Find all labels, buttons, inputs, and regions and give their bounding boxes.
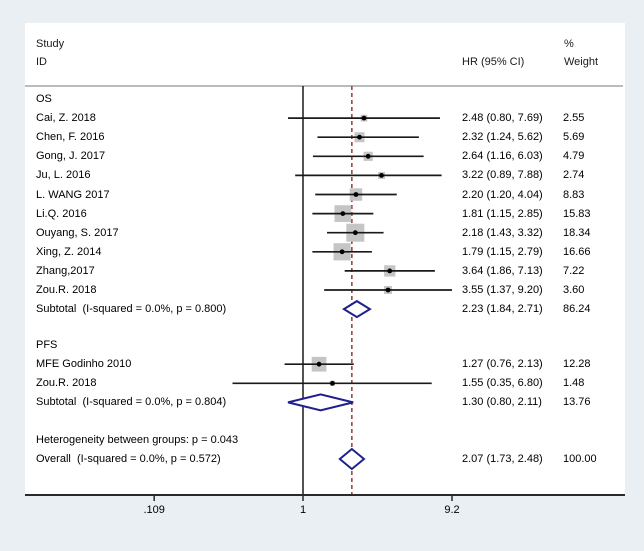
group-header: PFS bbox=[36, 339, 58, 352]
weight-value: 18.34 bbox=[563, 226, 591, 239]
hr-ci-value: 1.55 (0.35, 6.80) bbox=[462, 377, 543, 390]
group-header: OS bbox=[36, 93, 52, 105]
weight-value: 8.83 bbox=[563, 188, 585, 201]
weight-value: 16.66 bbox=[563, 245, 591, 258]
weight-value: 7.22 bbox=[563, 264, 585, 277]
study-label: Zhang,2017 bbox=[36, 264, 95, 277]
column-header-hr-ci: HR (95% CI) bbox=[462, 56, 525, 68]
heterogeneity-note: Heterogeneity between groups: p = 0.043 bbox=[36, 434, 239, 446]
study-label: Gong, J. 2017 bbox=[36, 150, 106, 163]
weight-value: 13.76 bbox=[563, 396, 591, 409]
hr-ci-value: 2.20 (1.20, 4.04) bbox=[462, 188, 543, 201]
study-label: Chen, F. 2016 bbox=[36, 131, 105, 144]
point-estimate-dot bbox=[366, 154, 371, 159]
hr-ci-value: 3.22 (0.89, 7.88) bbox=[462, 169, 543, 182]
point-estimate-dot bbox=[340, 249, 345, 254]
hr-ci-value: 1.27 (0.76, 2.13) bbox=[462, 358, 543, 371]
point-estimate-dot bbox=[340, 211, 345, 216]
hr-ci-value: 3.55 (1.37, 9.20) bbox=[462, 284, 543, 296]
column-header-weight: Weight bbox=[564, 56, 599, 68]
study-label: Zou.R. 2018 bbox=[36, 377, 97, 390]
weight-value: 100.00 bbox=[563, 453, 597, 465]
weight-value: 2.55 bbox=[563, 112, 585, 125]
hr-ci-value: 2.07 (1.73, 2.48) bbox=[462, 453, 543, 465]
point-estimate-dot bbox=[379, 173, 384, 178]
point-estimate-dot bbox=[387, 269, 392, 274]
point-estimate-dot bbox=[357, 135, 362, 140]
x-axis-tick-label: 9.2 bbox=[444, 504, 460, 516]
study-label: Zou.R. 2018 bbox=[36, 284, 97, 296]
hr-ci-value: 1.81 (1.15, 2.85) bbox=[462, 207, 543, 220]
weight-value: 1.48 bbox=[563, 377, 585, 390]
subtotal-diamond bbox=[288, 394, 353, 410]
x-axis-tick-label: .109 bbox=[143, 504, 165, 516]
overall-diamond bbox=[340, 449, 364, 469]
hr-ci-value: 2.48 (0.80, 7.69) bbox=[462, 112, 543, 125]
subtotal-diamond-label: Subtotal (I-squared = 0.0%, p = 0.800) bbox=[36, 303, 227, 316]
weight-value: 15.83 bbox=[563, 207, 591, 220]
weight-value: 4.79 bbox=[563, 150, 585, 163]
x-axis-tick-label: 1 bbox=[299, 504, 307, 516]
point-estimate-dot bbox=[362, 116, 367, 121]
point-estimate-dot bbox=[317, 362, 322, 367]
study-label: Ju, L. 2016 bbox=[36, 169, 91, 182]
hr-ci-value: 3.64 (1.86, 7.13) bbox=[462, 264, 543, 277]
hr-ci-value: 1.30 (0.80, 2.11) bbox=[462, 396, 542, 409]
point-estimate-dot bbox=[353, 230, 358, 235]
study-label: Ouyang, S. 2017 bbox=[36, 226, 119, 239]
weight-value: 86.24 bbox=[563, 303, 591, 316]
hr-ci-value: 1.79 (1.15, 2.79) bbox=[462, 245, 543, 258]
point-estimate-dot bbox=[330, 381, 335, 386]
subtotal-diamond bbox=[344, 301, 370, 317]
hr-ci-value: 2.64 (1.16, 6.03) bbox=[462, 150, 543, 163]
weight-value: 12.28 bbox=[563, 358, 591, 371]
hr-ci-value: 2.23 (1.84, 2.71) bbox=[462, 303, 543, 316]
subtotal-diamond-label: Subtotal (I-squared = 0.0%, p = 0.804) bbox=[36, 396, 227, 409]
point-estimate-dot bbox=[354, 192, 359, 197]
column-header-id: ID bbox=[36, 56, 47, 68]
hr-ci-value: 2.32 (1.24, 5.62) bbox=[462, 131, 543, 144]
column-header-percent: % bbox=[564, 38, 574, 50]
point-estimate-dot bbox=[386, 288, 391, 293]
weight-value: 3.60 bbox=[563, 284, 585, 296]
study-label: Cai, Z. 2018 bbox=[36, 112, 96, 125]
hr-ci-value: 2.18 (1.43, 3.32) bbox=[462, 226, 543, 239]
study-label: Li.Q. 2016 bbox=[36, 207, 87, 220]
study-label: L. WANG 2017 bbox=[36, 188, 110, 201]
weight-value: 2.74 bbox=[563, 169, 585, 182]
study-label: MFE Godinho 2010 bbox=[36, 358, 132, 371]
column-header-study: Study bbox=[36, 38, 65, 50]
overall-diamond-label: Overall (I-squared = 0.0%, p = 0.572) bbox=[36, 453, 221, 465]
study-label: Xing, Z. 2014 bbox=[36, 245, 102, 258]
weight-value: 5.69 bbox=[563, 131, 585, 144]
